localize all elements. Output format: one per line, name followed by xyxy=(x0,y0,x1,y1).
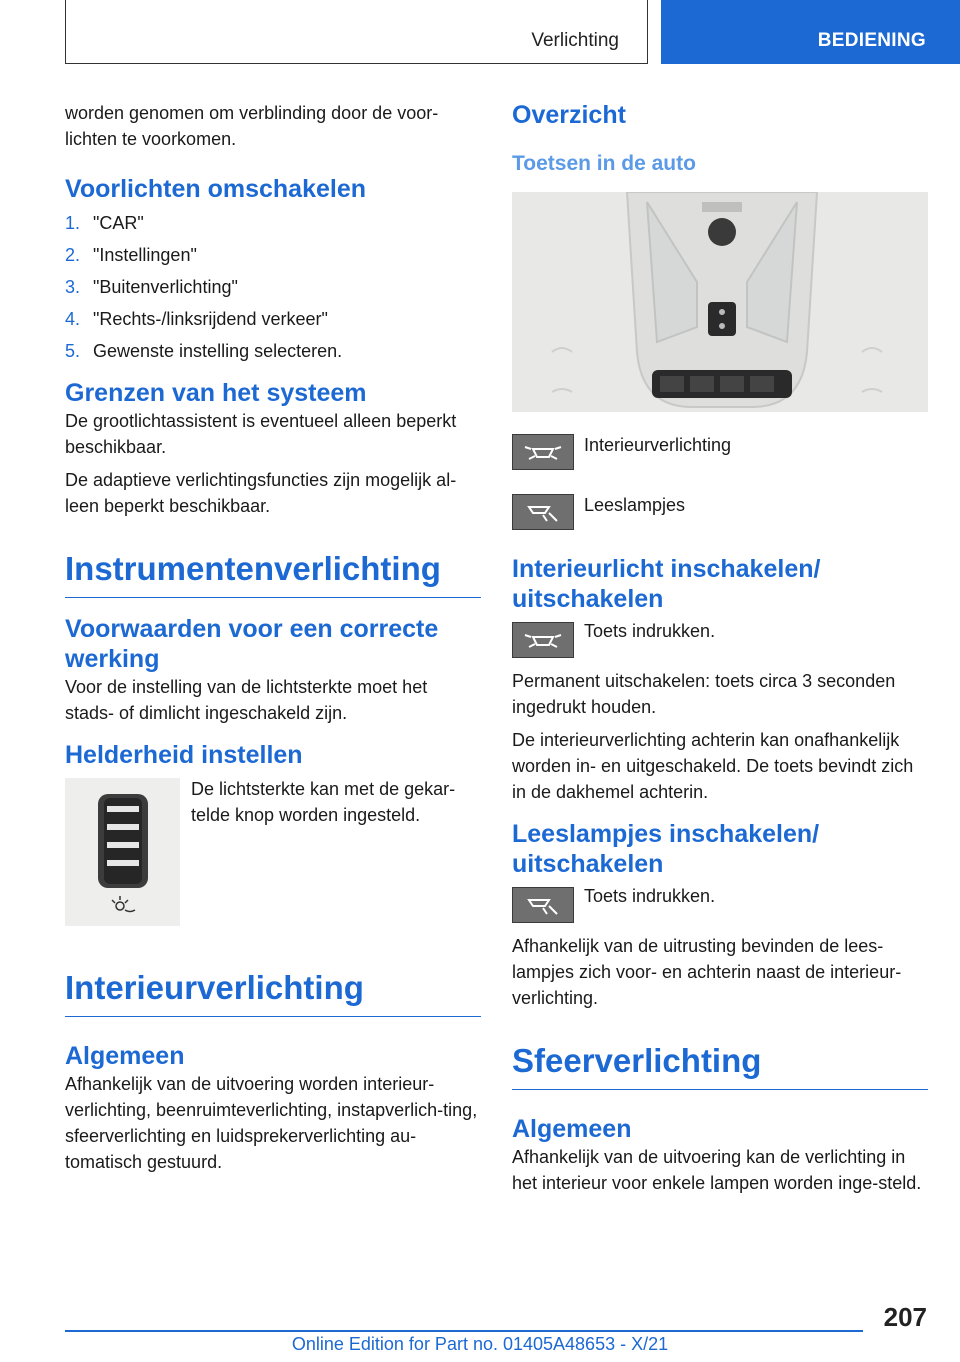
interior-lighting-title: Interieurverlichting xyxy=(65,968,481,1017)
ambient-general-paragraph: Afhankelijk van de uitvoering kan de verlichting in het interieur voor enkele lampen worden inge-steld. xyxy=(512,1147,922,1193)
system-limits-heading: Grenzen van het systeem xyxy=(65,379,367,407)
reading-light-icon xyxy=(519,499,567,525)
interior-light-button xyxy=(512,434,574,470)
header-section-title: Verlichting xyxy=(531,30,619,51)
list-item: 5. Gewenste instelling selecteren. xyxy=(65,341,343,361)
reading-light-icon xyxy=(519,892,567,918)
legend-interior-label: Interieurverlichting xyxy=(584,435,732,455)
interior-switch-heading: Interieurlicht inschakelen/ uitschakelen xyxy=(512,555,821,613)
buttons-in-car-heading: Toetsen in de auto xyxy=(512,152,696,175)
instrument-lighting-title: Instrumentenverlichting xyxy=(65,549,481,598)
list-item: 2. "Instellingen" xyxy=(65,245,197,265)
prerequisites-paragraph: Voor de instelling van de lichtsterkte moet het stads- of dimlicht ingeschakeld zijn. xyxy=(65,677,428,723)
reading-light-button-2 xyxy=(512,887,574,923)
brightness-paragraph: De lichtsterkte kan met de gekar-telde knop worden ingesteld. xyxy=(191,779,456,825)
overhead-console-image xyxy=(512,192,928,412)
brightness-figure-row xyxy=(65,778,481,926)
limits-paragraph-2: De adaptieve verlichtingsfuncties zijn mogelijk al-leen beperkt beschikbaar. xyxy=(65,470,457,516)
legend-interior-row xyxy=(512,434,928,470)
overview-heading: Overzicht xyxy=(512,101,626,129)
ambient-lighting-title: Sfeerverlichting xyxy=(512,1041,928,1090)
interior-switch-row xyxy=(512,622,928,658)
right-column xyxy=(512,100,928,1203)
list-item: 4. "Rechts-/linksrijdend verkeer" xyxy=(65,309,328,329)
interior-switch-text: Toets indrukken. xyxy=(584,621,716,641)
page-number: 207 xyxy=(883,1302,927,1332)
header-chapter-tab xyxy=(661,0,960,64)
legend-reading-label: Leeslampjes xyxy=(584,495,686,515)
list-item: 3. "Buitenverlichting" xyxy=(65,277,238,297)
list-item: 1. "CAR" xyxy=(65,213,144,233)
interior-paragraph-2: De interieurverlichting achterin kan onafhankelijk worden in- en uitgeschakeld. De toets bevindt zich in de dakhemel achterin. xyxy=(512,730,914,802)
overhead-console-illustration xyxy=(512,192,928,412)
brightness-heading: Helderheid instellen xyxy=(65,741,303,769)
general-paragraph: Afhankelijk van de uitvoering worden interieur-verlichting, beenruimteverlichting, instapverlich-ting, sfeerverlichting en luidsprekerverlichting au-tomatisch gestuurd. xyxy=(65,1074,478,1172)
legend-reading-row xyxy=(512,494,928,530)
switch-headlights-heading: Voorlichten omschakelen xyxy=(65,175,367,203)
footer-edition: Online Edition for Part no. 01405A48653 - X/21 xyxy=(291,1334,669,1354)
interior-light-button-2 xyxy=(512,622,574,658)
header-section-box xyxy=(65,0,648,64)
general-heading: Algemeen xyxy=(65,1042,185,1070)
interior-light-icon xyxy=(519,439,567,465)
reading-light-button xyxy=(512,494,574,530)
left-column xyxy=(65,100,481,1182)
steps-list xyxy=(65,210,481,364)
dimmer-knob-icon xyxy=(65,778,180,926)
interior-paragraph-1: Permanent uitschakelen: toets circa 3 seconden ingedrukt houden. xyxy=(512,671,896,717)
reading-lights-heading: Leeslampjes inschakelen/ uitschakelen xyxy=(512,820,820,878)
reading-paragraph: Afhankelijk van de uitrusting bevinden de lees-lampjes zich voor- en achterin naast de interieur-verlichting. xyxy=(512,936,902,1008)
ambient-general-heading: Algemeen xyxy=(512,1115,632,1143)
limits-paragraph-1: De grootlichtassistent is eventueel alleen beperkt beschikbaar. xyxy=(65,411,457,457)
dimmer-knob-image xyxy=(65,778,180,926)
prerequisites-heading: Voorwaarden voor een correcte werking xyxy=(65,615,439,673)
footer-divider xyxy=(65,1330,863,1332)
header-chapter-title: BEDIENING xyxy=(817,30,926,51)
reading-switch-text: Toets indrukken. xyxy=(584,886,716,906)
interior-light-icon xyxy=(519,627,567,653)
intro-paragraph: worden genomen om verblinding door de voor-lichten te voorkomen. xyxy=(65,103,439,149)
reading-switch-row xyxy=(512,887,928,923)
